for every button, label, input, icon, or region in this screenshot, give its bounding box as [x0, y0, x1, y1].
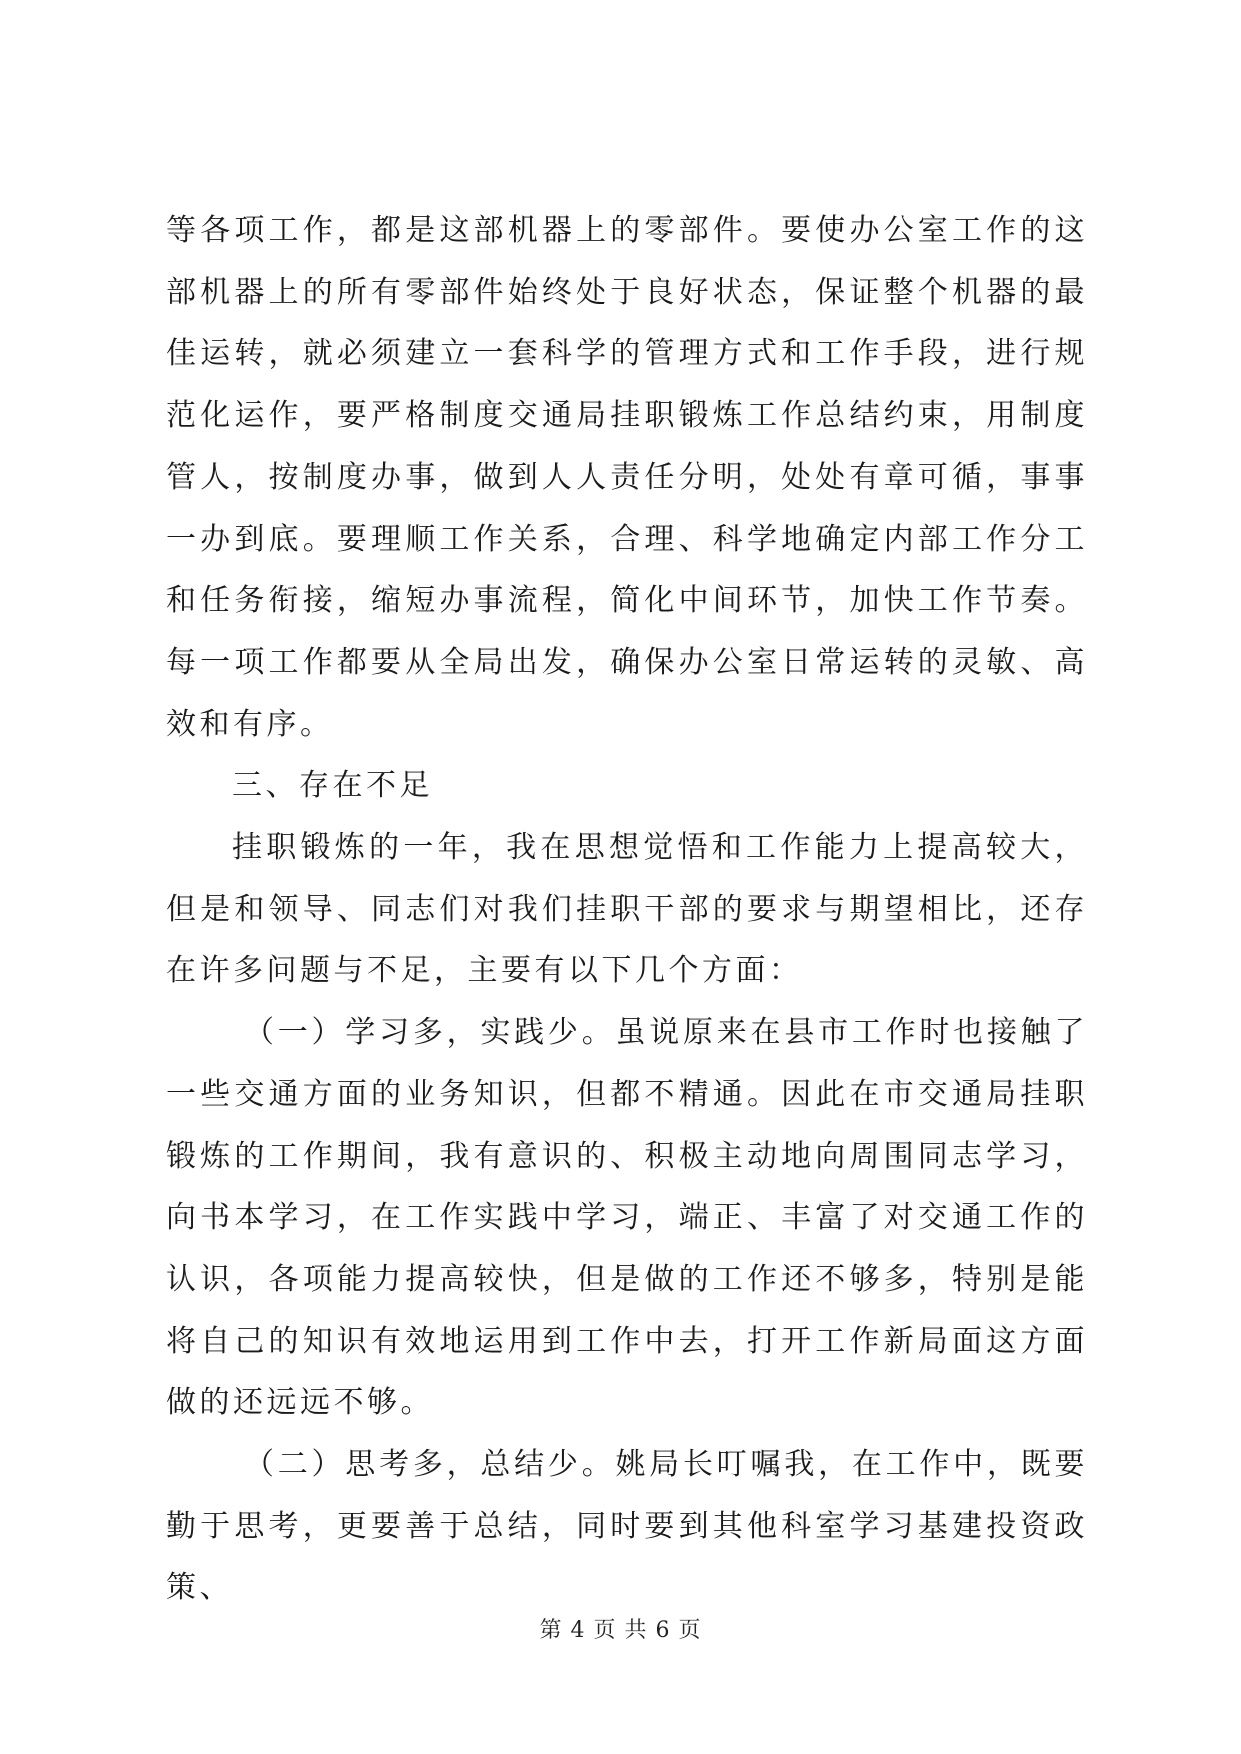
section-heading: 三、存在不足 — [232, 768, 433, 804]
paragraph-intro: 挂职锻炼的一年，我在思想觉悟和工作能力上提高较大，但是和领导、同志们对我们挂职干部的要求与期望相比，还存在许多问题与不足，主要有以下几个方面： — [166, 830, 1088, 989]
paragraph-point-two: （二）思考多，总结少。姚局长叮嘱我，在工作中，既要勤于思考，更要善于总结，同时要到其他科室学习基建投资政策、 — [166, 1447, 1088, 1606]
document-body — [166, 200, 1088, 1619]
paragraph-point-one: （一）学习多，实践少。虽说原来在县市工作时也接触了一些交通方面的业务知识，但都不精通。因此在市交通局挂职锻炼的工作期间，我有意识的、积极主动地向周围同志学习，向书本学习，在工作实践中学习，端正、丰富了对交通工作的认识，各项能力提高较快，但是做的工作还不够多，特别是能将自己的知识有效地运用到工作中去，打开工作新局面这方面做的还远远不够。 — [166, 1015, 1088, 1421]
page-number-footer: 第 4 页 共 6 页 — [539, 1618, 702, 1643]
paragraph-continuation: 等各项工作，都是这部机器上的零部件。要使办公室工作的这部机器上的所有零部件始终处于良好状态，保证整个机器的最佳运转，就必须建立一套科学的管理方式和工作手段，进行规范化运作，要严格制度交通局挂职锻炼工作总结约束，用制度管人，按制度办事，做到人人责任分明，处处有章可循，事事一办到底。要理顺工作关系，合理、科学地确定内部工作分工和任务衔接，缩短办事流程，简化中间环节，加快工作节奏。每一项工作都要从全局出发，确保办公室日常运转的灵敏、高效和有序。 — [166, 213, 1088, 742]
